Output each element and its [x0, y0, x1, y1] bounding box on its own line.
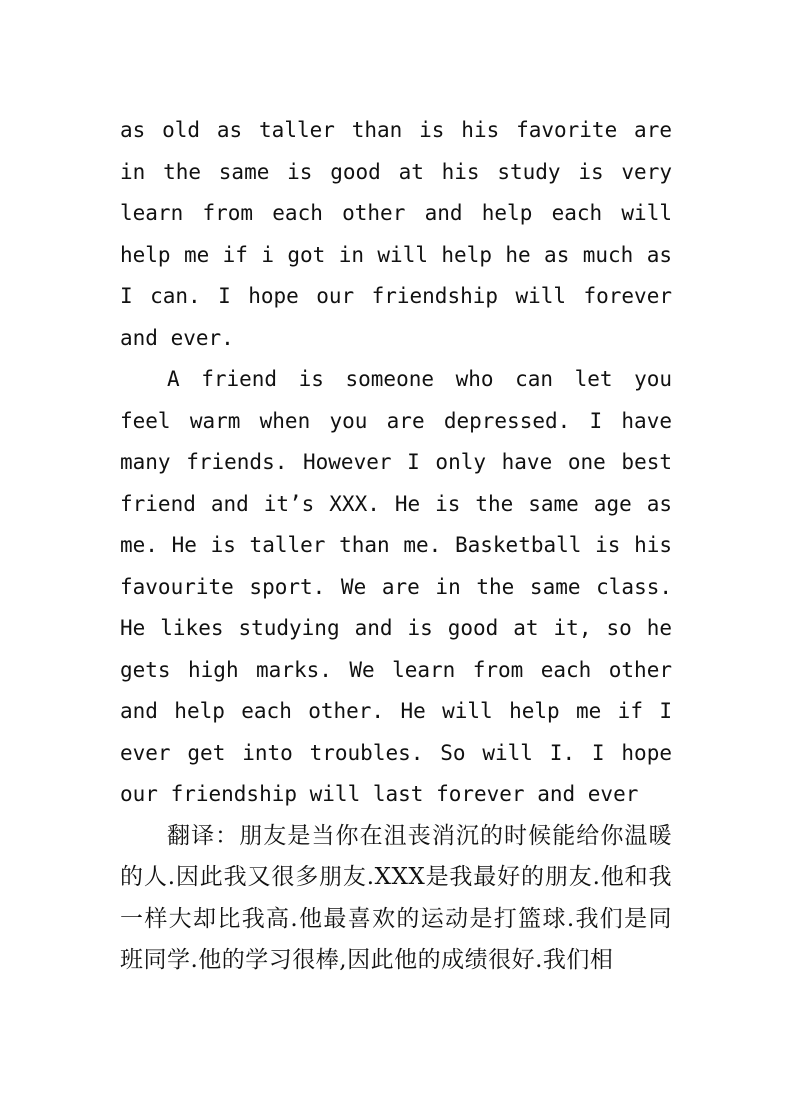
- paragraph-english-essay: A friend is someone who can let you feel warm when you are depressed. I have many friends. However I only have one best friend and it’s XXX. He is the same age as me. He is taller than me. Basketball is his favourite sport. We are in the same class. He likes studying and is good at it, so he gets high marks. We learn from each other and help each other. He will help me if I ever get into troubles. So will I. I hope our friendship will last forever and ever: [120, 367, 672, 806]
- paragraph-fragment: as old as taller than is his favorite are in the same is good at his study is very learn from each other and help each will help me if i got in will help he as much as I can. I hope our friendship will forever and ever.: [120, 118, 672, 350]
- document-body: [120, 110, 672, 982]
- paragraph-chinese-translation: 翻译：朋友是当你在沮丧消沉的时候能给你温暖的人.因此我又很多朋友.XXX是我最好的朋友.他和我一样大却比我高.他最喜欢的运动是打篮球.我们是同班同学.他的学习很棒,因此他的成绩很好.我们相: [120, 822, 672, 973]
